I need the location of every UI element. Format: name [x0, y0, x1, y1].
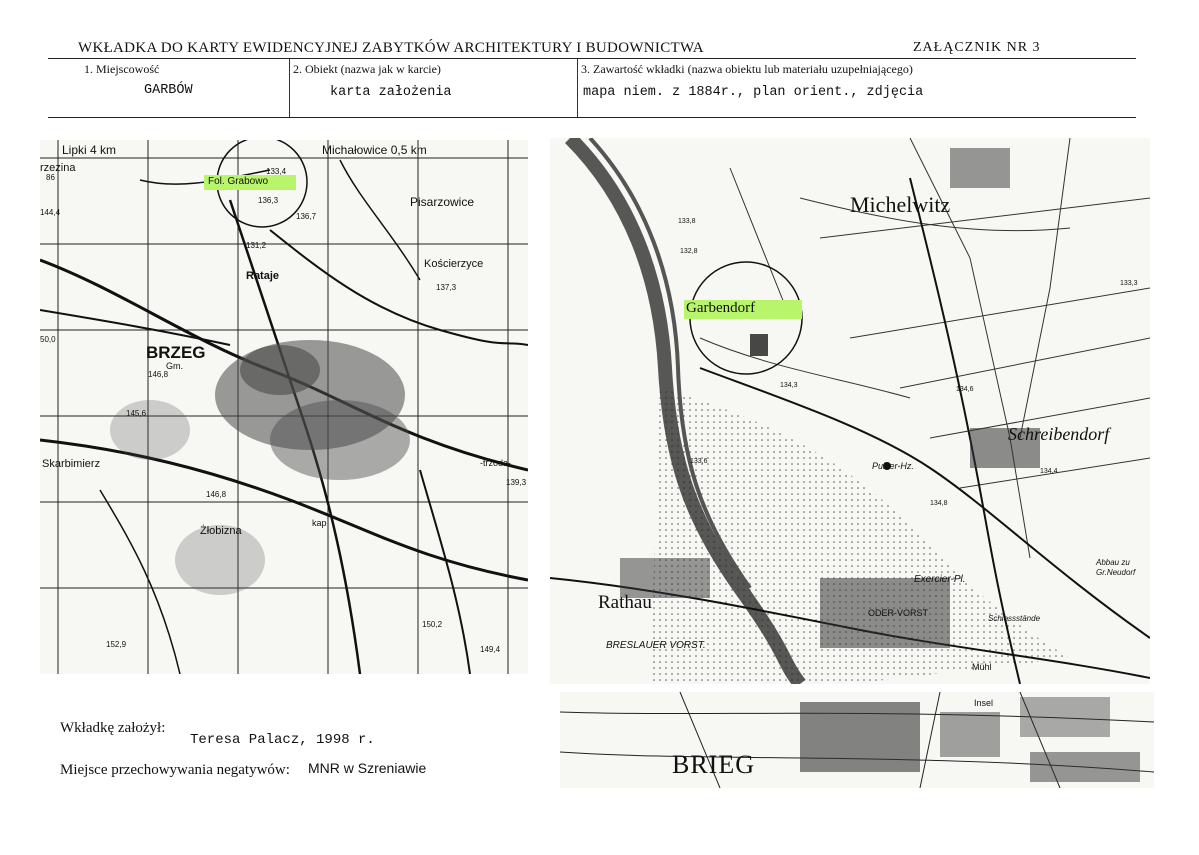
map-distance-michalowice: Michałowice 0,5 km [322, 143, 427, 157]
annex-number: ZAŁĄCZNIK NR 3 [913, 40, 1041, 55]
elevation-label: 132,8 [680, 248, 698, 255]
elevation-label: 134,4 [1040, 468, 1058, 475]
elevation-label: 152,9 [106, 640, 127, 649]
elevation-label: 134,8 [930, 500, 948, 507]
founder-label: Wkładkę założył: [60, 720, 166, 736]
oder-vorst-label: ODER-VORST [868, 608, 929, 618]
brieg-label: BRIEG [672, 750, 755, 779]
elevation-label: 145,6 [126, 409, 147, 418]
founder-value: Teresa Palacz, 1998 r. [190, 732, 375, 748]
rzezina-label: rzezina [40, 162, 76, 174]
elevation-label: 149,4 [480, 645, 501, 654]
brieg-blocks [800, 697, 1140, 782]
elevation-label: 150,2 [422, 620, 443, 629]
elevation-label: 139,3 [506, 478, 527, 487]
map-distance-lipki: Lipki 4 km [62, 143, 117, 157]
exercier-label: Exercier-Pl. [914, 574, 966, 585]
elevation-label: 144,4 [40, 208, 61, 217]
elevation-label: 146,8 [148, 370, 169, 379]
elevation-label: 133,6 [690, 458, 708, 465]
elevation-label: 131,2 [246, 241, 267, 250]
fol-grabowo-label: Fol. Grabowo [208, 176, 269, 187]
zlobizna-label: Żłobizna [200, 525, 242, 537]
elevation-label: 133,8 [678, 218, 696, 225]
brzeg-label: BRZEG [146, 343, 206, 362]
insel-label: Insel [974, 698, 994, 708]
elevation-label: 136,7 [296, 212, 317, 221]
storage-label: Miejsce przechowywania negatywów: [60, 762, 290, 778]
gm-label: Gm. [166, 361, 183, 371]
object-value: karta założenia [330, 85, 452, 100]
elevation-label: 136,3 [258, 196, 279, 205]
elevation-label: 134,3 [780, 382, 798, 389]
header-rule-top [48, 58, 1136, 59]
garbendorf-label: Garbendorf [686, 300, 756, 316]
modern-topographic-map [40, 140, 528, 674]
elevation-label: 146,8 [206, 490, 227, 499]
elevation-label: 137,3 [436, 283, 457, 292]
pulver-label: Pulver-Hz. [872, 461, 914, 471]
elevation-label: 86 [46, 173, 55, 182]
trzoda-label: -trzoda- [480, 458, 512, 468]
field-divider-1 [289, 59, 290, 117]
storage-value: MNR w Szreniawie [308, 760, 427, 776]
elevation-label: 133,3 [1120, 280, 1138, 287]
muhl-label: Mühl [972, 662, 992, 672]
content-label: 3. Zawartość wkładki (nazwa obiektu lub materiału uzupełniającego) [581, 62, 913, 76]
brieg-strip-drawing [560, 692, 1154, 788]
field-divider-2 [577, 59, 578, 117]
elevation-label: 50,0 [40, 335, 56, 344]
document-title: WKŁADKA DO KARTY EWIDENCYJNEJ ZABYTKÓW ARCHITEKTURY I BUDOWNICTWA [78, 40, 704, 56]
modern-map-drawing [40, 140, 528, 674]
breslauer-vorst-label: BRESLAUER VORST. [606, 640, 706, 651]
kap-label: kap [312, 518, 327, 528]
rathau-label: Rathau [598, 592, 652, 613]
rataje-label: Rataje [246, 270, 280, 282]
elevation-label: 133,4 [266, 167, 287, 176]
place-value: GARBÓW [144, 83, 193, 98]
object-label: 2. Obiekt (nazwa jak w karcie) [293, 62, 441, 76]
abbau-label: Abbau zu Gr.Neudorf [1096, 558, 1136, 577]
skarbimierz-label: Skarbimierz [42, 458, 101, 470]
koscierzyce-label: Kościerzyce [424, 258, 484, 270]
michelwitz-label: Michelwitz [850, 192, 951, 217]
header-rule-bottom [48, 117, 1136, 118]
place-label: 1. Miejscowość [84, 62, 160, 76]
schiessstande-label: Schiessstände [988, 614, 1041, 623]
brieg-town-map-strip [560, 692, 1154, 788]
content-value: mapa niem. z 1884r., plan orient., zdjęcia [583, 85, 924, 100]
historic-map-1884 [550, 138, 1150, 684]
schreibendorf-label: Schreibendorf [1008, 424, 1110, 444]
pisarzowice-label: Pisarzowice [410, 195, 475, 209]
elevation-label: 134,6 [956, 386, 974, 393]
